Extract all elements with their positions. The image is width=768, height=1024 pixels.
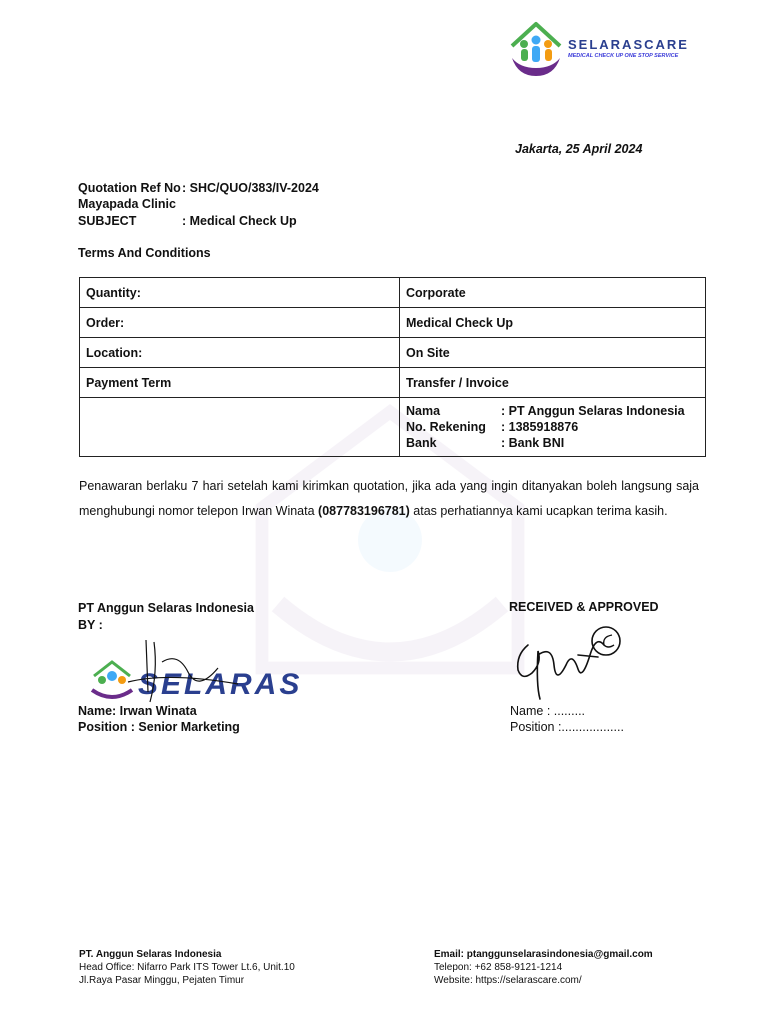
- term-value: Transfer / Invoice: [400, 368, 706, 398]
- bank-line: [406, 403, 699, 419]
- sender-by: BY :: [78, 618, 103, 632]
- terms-heading: Terms And Conditions: [78, 246, 211, 260]
- table-row: [80, 308, 706, 338]
- approver-signatory: [510, 703, 624, 735]
- approver-name: Name : .........: [510, 704, 586, 718]
- table-row-bank: [80, 398, 706, 457]
- subject-label: SUBJECT: [78, 214, 137, 228]
- term-label: Quantity:: [80, 278, 400, 308]
- footer-contact: [434, 948, 653, 987]
- footer-address-line1: Head Office: Nifarro Park ITS Tower Lt.6, Unit.10: [79, 962, 295, 973]
- footer-address-line2: Jl.Raya Pasar Minggu, Pejaten Timur: [79, 975, 245, 986]
- svg-text:SELARAS: SELARAS: [138, 668, 303, 701]
- footer-company: PT. Anggun Selaras Indonesia: [79, 949, 222, 960]
- bank-details: [400, 398, 706, 457]
- brand-tagline: MEDICAL CHECK UP ONE STOP SERVICE: [568, 53, 679, 59]
- company-stamp: [88, 632, 303, 708]
- sender-company: PT Anggun Selaras Indonesia: [78, 601, 254, 615]
- quotation-ref-value: : SHC/QUO/383/IV-2024: [182, 181, 319, 195]
- quotation-ref: [78, 181, 319, 195]
- bank-label: No. Rekening: [406, 420, 486, 434]
- bank-value: : PT Anggun Selaras Indonesia: [501, 404, 685, 418]
- term-label: Order:: [80, 308, 400, 338]
- footer-address: [79, 948, 295, 987]
- table-row: [80, 278, 706, 308]
- term-label: Payment Term: [80, 368, 400, 398]
- empty-cell: [80, 398, 400, 457]
- table-row: [80, 368, 706, 398]
- bank-value: : 1385918876: [501, 420, 579, 434]
- terms-table: [79, 277, 706, 457]
- bank-label: Bank: [406, 436, 437, 450]
- recipient: Mayapada Clinic: [78, 197, 176, 211]
- sender-block: [78, 600, 254, 634]
- bank-line: [406, 419, 699, 435]
- bank-line: [406, 435, 699, 451]
- approval-heading: RECEIVED & APPROVED: [509, 600, 659, 614]
- sender-position: Position : Senior Marketing: [78, 720, 240, 734]
- letter-date: Jakarta, 25 April 2024: [515, 142, 643, 156]
- approver-signature: [508, 615, 628, 705]
- term-value: Corporate: [400, 278, 706, 308]
- footer-phone: Telepon: +62 858-9121-1214: [434, 962, 563, 973]
- subject-value: : Medical Check Up: [182, 214, 297, 228]
- table-row: [80, 338, 706, 368]
- sender-signatory: [78, 703, 240, 735]
- footer-website[interactable]: Website: https://selarascare.com/: [434, 975, 582, 986]
- subject: [78, 214, 297, 228]
- sender-name: Name: Irwan Winata: [78, 704, 197, 718]
- bank-value: : Bank BNI: [501, 436, 565, 450]
- contact-phone: (087783196781): [318, 504, 410, 518]
- offer-text-end: atas perhatiannya kami ucapkan terima kasih.: [409, 504, 668, 518]
- brand-name: SELARASCARE: [568, 37, 689, 52]
- offer-paragraph: [79, 474, 699, 524]
- approver-position: Position :..................: [510, 720, 624, 734]
- quotation-ref-label: Quotation Ref No: [78, 181, 181, 195]
- bank-label: Nama: [406, 404, 441, 418]
- offer-text: Penawaran berlaku 7 hari setelah kami kirimkan quotation, jika ada yang ingin ditanyakan boleh langsung saja menghubungi nomor telepon Irwan Winata: [79, 479, 699, 518]
- term-value: On Site: [400, 338, 706, 368]
- term-value: Medical Check Up: [400, 308, 706, 338]
- footer-email: Email: ptanggunselarasindonesia@gmail.com: [434, 949, 653, 960]
- term-label: Location:: [80, 338, 400, 368]
